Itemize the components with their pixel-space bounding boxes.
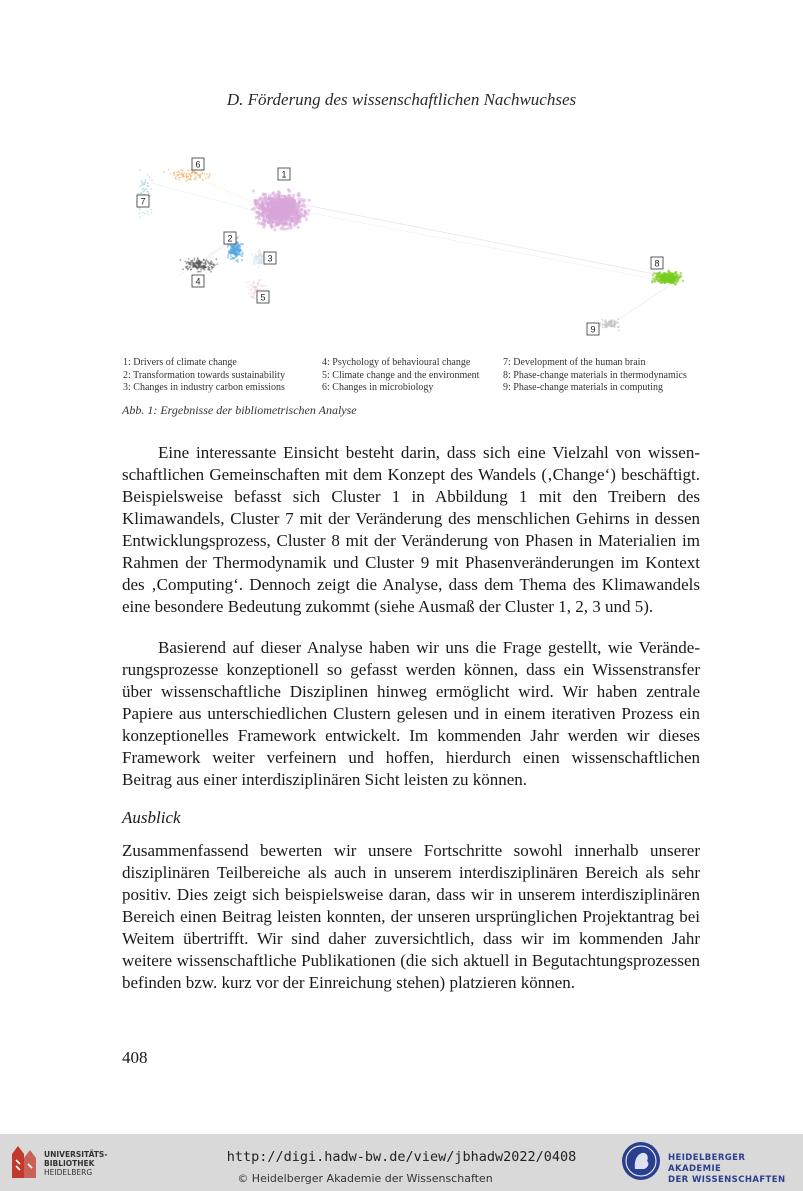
- cluster-label-2: [224, 232, 236, 244]
- svg-text:4: 4: [195, 276, 201, 287]
- svg-text:5: 5: [260, 292, 266, 303]
- legend-item: 6: Changes in microbiology: [322, 382, 434, 393]
- cluster-6: [163, 169, 211, 182]
- cluster-label-5: [257, 291, 269, 303]
- network-edge: [140, 180, 260, 212]
- legend-item: 8: Phase-change materials in thermodynamics: [503, 369, 687, 381]
- cluster-1: [251, 188, 311, 231]
- permalink-url[interactable]: http://digi.hadw-bw.de/view/jbhadw2022/0408: [226, 1149, 577, 1165]
- network-edge: [295, 210, 670, 282]
- cluster-label-3: [264, 252, 276, 264]
- hadw-logo-text: [668, 1153, 800, 1186]
- cluster-9: [599, 318, 620, 331]
- legend-column-3: [503, 357, 687, 395]
- network-graph: [120, 140, 700, 350]
- cluster-label-7: [137, 195, 149, 207]
- cluster-8: [651, 269, 684, 286]
- footer-bar: [0, 1134, 803, 1191]
- cluster-label-9: [587, 323, 599, 335]
- cluster-labels: [137, 158, 663, 335]
- svg-text:2: 2: [227, 233, 233, 244]
- academy-seal-icon: [620, 1140, 662, 1182]
- legend-item: 2: Transformation towards sustainability: [123, 369, 285, 381]
- legend-item: 7: Development of the human brain: [503, 357, 646, 368]
- ub-text-line: BIBLIOTHEK: [44, 1159, 95, 1168]
- network-edges: [140, 170, 675, 325]
- svg-text:1: 1: [281, 169, 287, 180]
- cluster-7: [136, 169, 153, 218]
- cluster-network-figure: [120, 140, 700, 350]
- legend-item: 3: Changes in industry carbon emissions: [123, 382, 285, 393]
- svg-text:7: 7: [140, 196, 146, 207]
- cluster-label-1: [278, 168, 290, 180]
- legend-item: 4: Psychology of behavioural change: [322, 357, 471, 368]
- paragraph-2: Basierend auf dieser Analyse haben wir uns die Frage gestellt, wie Veränderungsprozesse konzeptionell so gefasst werden können, dass ein Wissenstransfer über wissenschaftliche Disziplinen hinweg ermöglicht wird. Wir haben zentrale Papiere aus unterschiedlichen Clustern gelesen und in einem iterativen Prozess ein konzeptionelles Framework entwickelt. Im kommenden Jahr werden wir dieses Framework weiter verfeinern und hoffen, hierdurch einen wissenschaftlichen Beitrag aus einer interdisziplinären Sicht leisten zu können.: [122, 638, 700, 789]
- svg-text:8: 8: [654, 258, 660, 269]
- svg-text:6: 6: [195, 159, 201, 170]
- svg-text:3: 3: [267, 253, 273, 264]
- running-header: D. Förderung des wissenschaftlichen Nachwuchses: [226, 90, 577, 109]
- figure-caption: Abb. 1: Ergebnisse der bibliometrischen Analyse: [122, 403, 357, 417]
- svg-text:9: 9: [590, 324, 596, 335]
- cluster-4: [179, 257, 218, 273]
- legend-column-1: [123, 357, 285, 395]
- hadw-text-line: HEIDELBERGER AKADEMIE: [668, 1153, 746, 1174]
- legend-item: 1: Drivers of climate change: [123, 357, 237, 368]
- paragraph-3: Zusammenfassend bewerten wir unsere Fortschritte sowohl innerhalb unserer disziplinären Teilbereiche als auch in unserem interdisziplinären Bereich als sehr positiv. Dies zeigt sich beispielsweise daran, dass wir in unserem interdisziplinären Bereich einen Beitrag leisten konnten, der unseren ursprünglichen Projektantrag bei Weitem übertrifft. Wir sind daher zuversichtlich, dass wir im kommenden Jahr weitere wissenschaftliche Publikationen (die sich aktuell in Begutachtungsprozessen befinden bzw. kurz vor der Einreichung stehen) platzieren können.: [122, 841, 700, 992]
- cluster-label-4: [192, 275, 204, 287]
- cluster-label-6: [192, 158, 204, 170]
- paragraph-1: Eine interessante Einsicht besteht darin, dass sich eine Vielzahl von wissenschaftlichen Gemeinschaften mit dem Konzept des Wandels (‚Change‘) beschäftigt. Beispielsweise befasst sich Cluster 1 in Abbildung 1 mit den Treibern des Klimawandels, Cluster 7 mit der Veränderung des menschlichen Gehirns in dessen Entwicklungsprozess, Cluster 8 mit der Veränderung von Phasen in Materialien im Rahmen der Thermodynamik und Cluster 9 mit Phasenveränderungen im Kontext des ‚Computing‘. Dennoch zeigt die Analyse, dass dem Thema des Klimawandels eine besondere Bedeutung zukommt (siehe Ausmaß der Cluster 1, 2, 3 und 5).: [122, 443, 700, 616]
- legend-column-2: [322, 357, 479, 395]
- hadw-text-line: DER WISSENSCHAFTEN: [668, 1175, 786, 1185]
- hadw-logo[interactable]: [620, 1140, 800, 1185]
- legend-item: 9: Phase-change materials in computing: [503, 382, 663, 393]
- cluster-label-8: [651, 257, 663, 269]
- legend-item: 5: Climate change and the environment: [322, 369, 480, 381]
- ub-text-line: UNIVERSITÄTS-: [44, 1150, 108, 1159]
- ub-text-line: HEIDELBERG: [44, 1168, 93, 1177]
- network-edge: [290, 202, 675, 278]
- section-heading: Ausblick: [122, 808, 181, 827]
- page-number: 408: [122, 1048, 148, 1067]
- copyright-notice: © Heidelberger Akademie der Wissenschaften: [237, 1172, 493, 1185]
